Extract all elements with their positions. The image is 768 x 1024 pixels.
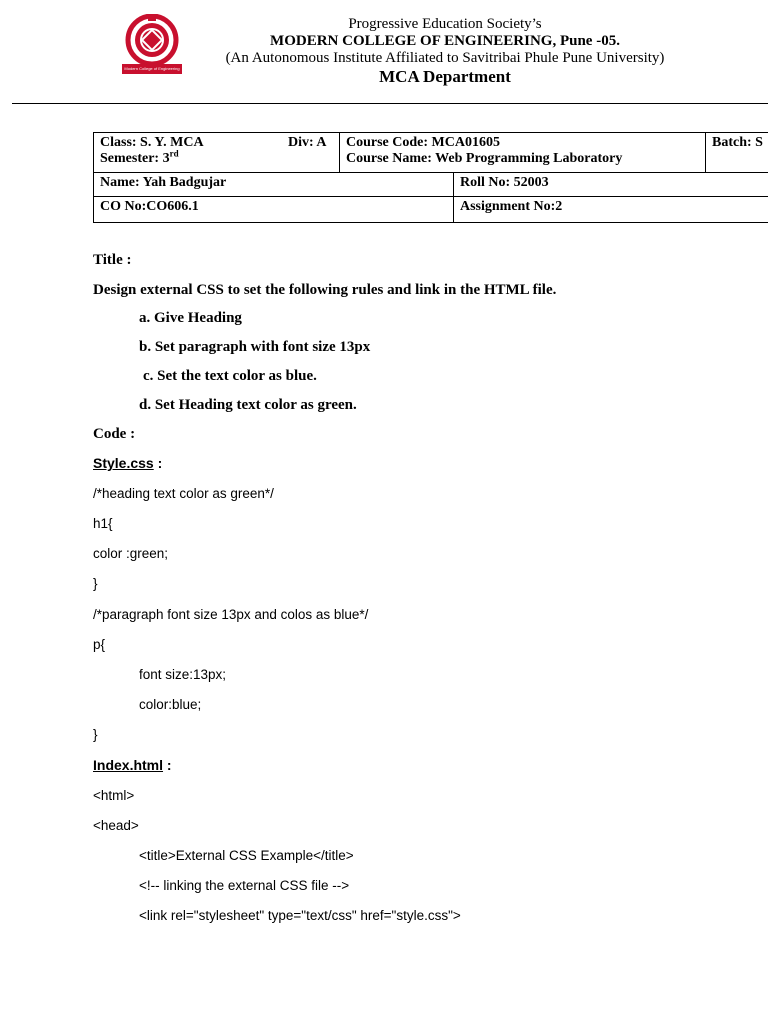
code-line: <!-- linking the external CSS file --> [139,878,350,893]
code-line: font size:13px; [139,667,227,682]
code-line: h1{ [93,516,113,531]
title-label: Title : [93,252,132,268]
class-cell [93,132,340,173]
style-file-heading [93,455,162,473]
index-file-colon: : [163,757,172,773]
code-line: /*heading text color as green*/ [93,486,274,501]
assignment-cell [453,196,768,223]
code-line: <link rel="stylesheet" type="text/css" href="style.css"> [139,908,461,923]
code-line: /*paragraph font size 13px and colos as blue*/ [93,607,369,622]
code-line: <head> [93,818,139,833]
code-line: p{ [93,637,106,652]
task-item: b. Set paragraph with font size 13px [139,339,371,355]
div-label: Div: A [288,135,327,150]
college-name: MODERN COLLEGE OF ENGINEERING, Pune -05. [270,33,620,49]
code-line: } [93,576,98,591]
batch-cell [705,132,768,173]
student-name: Name: Yah Badgujar [100,175,227,190]
task-description: Design external CSS to set the following rules and link in the HTML file. [93,282,557,298]
style-file-colon: : [153,455,163,471]
index-file-heading [93,757,172,775]
code-line: color :green; [93,546,169,561]
roll-number: Roll No: 52003 [460,175,549,190]
course-name: Course Name: Web Programming Laboratory [346,151,623,166]
code-line: <html> [93,788,135,803]
course-code: Course Code: MCA01605 [346,135,500,150]
co-number: CO No:CO606.1 [100,199,199,214]
society-name: Progressive Education Society’s [348,16,542,32]
header-divider [12,103,768,104]
affiliation-text: (An Autonomous Institute Affiliated to Savitribai Phule Pune University) [225,50,665,66]
semester-label: Semester: 3 [100,151,170,166]
task-item: c. Set the text color as blue. [143,368,317,384]
assignment-number: Assignment No:2 [460,199,563,214]
roll-cell [453,172,768,197]
college-logo [120,14,184,76]
task-item: d. Set Heading text color as green. [139,397,357,413]
name-cell [93,172,454,197]
style-file-name: Style.css [93,455,154,471]
class-label: Class: S. Y. MCA [100,135,204,150]
code-line: } [93,727,98,742]
co-cell [93,196,454,223]
semester-suffix: rd [169,148,179,159]
task-item: a. Give Heading [139,310,242,326]
logo-text: Modern College of Engineering [124,66,180,71]
code-line: color:blue; [139,697,202,712]
code-label: Code : [93,426,136,442]
index-file-name: Index.html [93,757,164,773]
batch-label: Batch: S [712,135,763,150]
department-name: MCA Department [379,67,511,86]
course-cell [339,132,706,173]
code-line: <title>External CSS Example</title> [139,848,354,863]
